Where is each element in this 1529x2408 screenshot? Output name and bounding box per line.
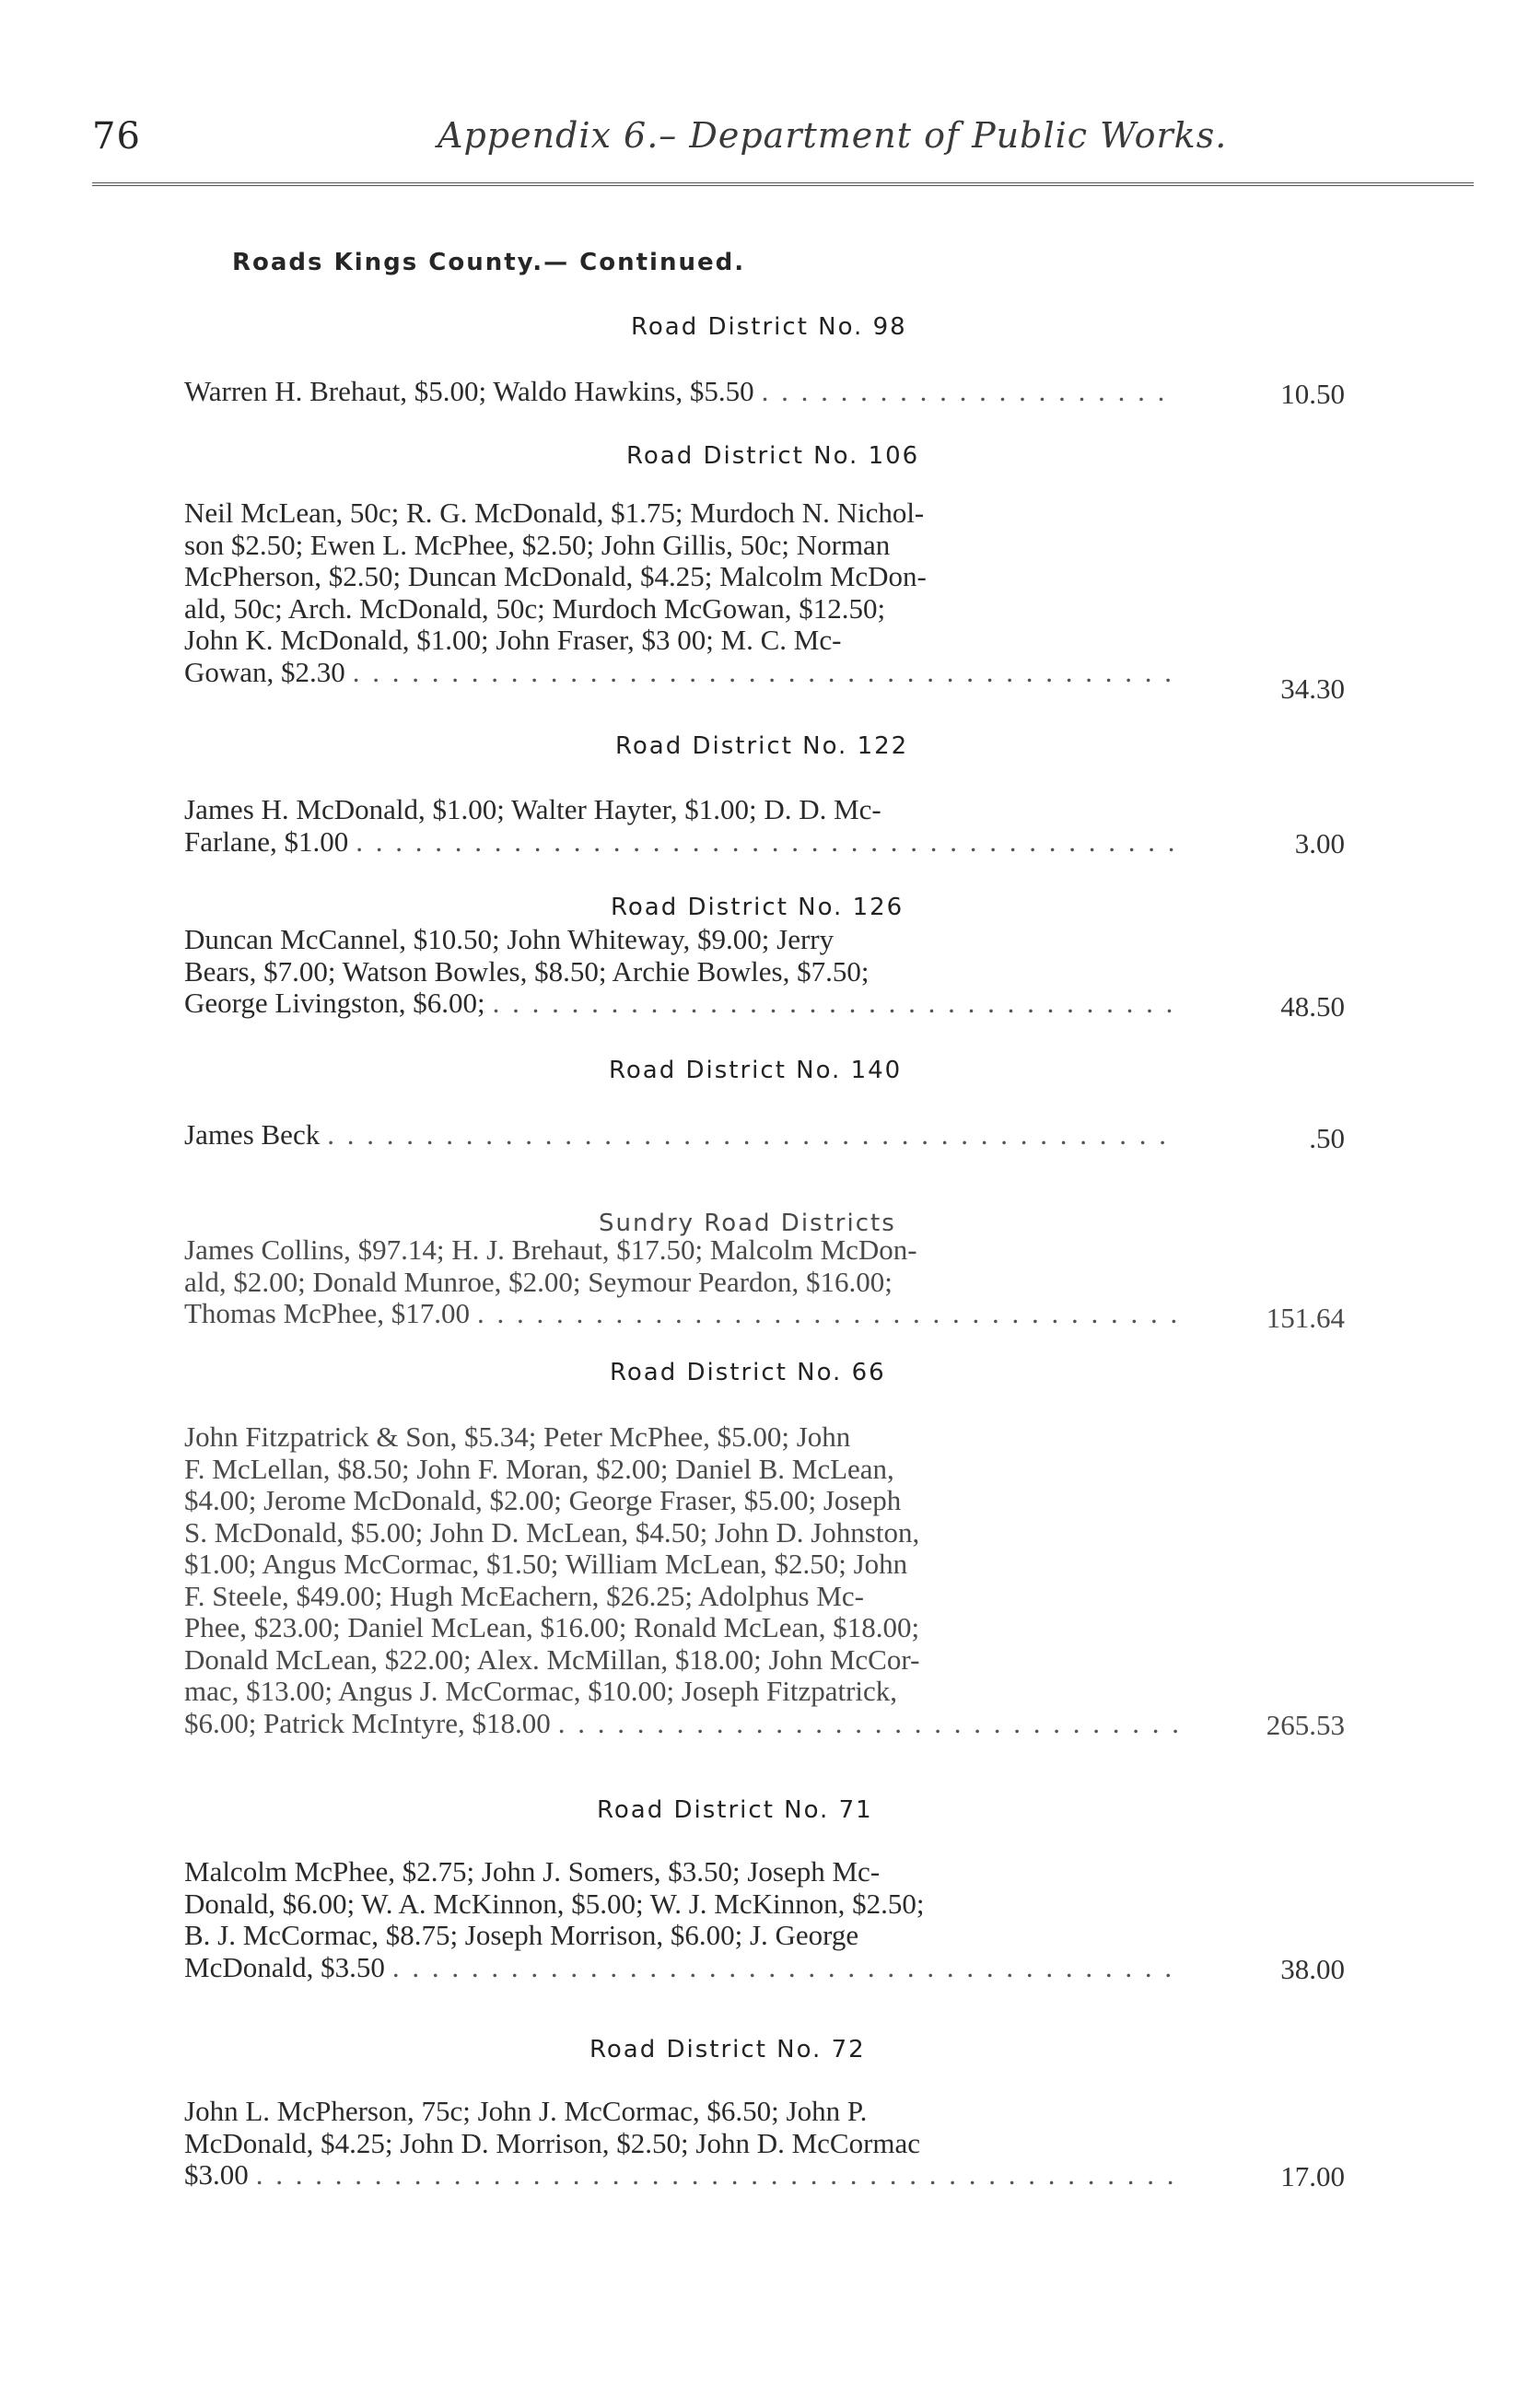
- dot-leader: [356, 826, 1179, 859]
- entry-line: Bears, $7.00; Watson Bowles, $8.50; Archie Bowles, $7.50;: [184, 954, 870, 988]
- district-heading: Sundry Road Districts: [599, 1210, 896, 1237]
- entry-line: George Livingston, $6.00;: [184, 987, 485, 1019]
- district-heading: Road District No. 122: [615, 732, 909, 760]
- entry-line: Thomas McPhee, $17.00: [184, 1297, 470, 1329]
- entry-line: mac, $13.00; Angus J. McCormac, $10.00; Joseph Fitzpatrick,: [184, 1675, 898, 1707]
- dot-leader: [762, 376, 1179, 408]
- entry-line: James Collins, $97.14; H. J. Brehaut, $17.50; Malcolm McDon-: [184, 1233, 917, 1266]
- dot-leader: [392, 1952, 1179, 1984]
- dot-leader: [493, 988, 1179, 1020]
- entry-line: F. McLellan, $8.50; John F. Moran, $2.00; Daniel B. McLean,: [184, 1452, 894, 1485]
- entry-line: Warren H. Brehaut, $5.00; Waldo Hawkins, $5.50: [184, 375, 754, 407]
- district-entry: [184, 2096, 1179, 2192]
- entry-line: McDonald, $3.50: [184, 1950, 385, 1983]
- district-total: 3.00: [1294, 827, 1345, 859]
- entry-line: $4.00; Jerome McDonald, $2.00; George Fraser, $5.00; Joseph: [184, 1484, 902, 1516]
- district-entry: [184, 1856, 1179, 1983]
- dot-leader: [353, 657, 1179, 689]
- entry-line: ald, 50c; Arch. McDonald, 50c; Murdoch McGowan, $12.50;: [184, 591, 886, 625]
- entry-line: S. McDonald, $5.00; John D. McLean, $4.50; John D. Johnston,: [184, 1515, 920, 1549]
- entry-line: B. J. McCormac, $8.75; Joseph Morrison, $6.00; J. George: [184, 1919, 859, 1951]
- district-entry: [184, 1234, 1179, 1330]
- entry-line: Donald, $6.00; W. A. McKinnon, $5.00; W. J. McKinnon, $2.50;: [184, 1887, 925, 1920]
- entry-line: John Fitzpatrick & Son, $5.34; Peter McPhee, $5.00; John: [184, 1420, 851, 1453]
- district-total: 265.53: [1266, 1709, 1345, 1741]
- entry-line: F. Steele, $49.00; Hugh McEachern, $26.25; Adolphus Mc-: [184, 1579, 864, 1612]
- district-heading: Road District No. 126: [611, 894, 905, 921]
- dot-leader: [256, 2159, 1179, 2192]
- entry-line: Neil McLean, 50c; R. G. McDonald, $1.75; Murdoch N. Nichol-: [184, 497, 925, 529]
- district-heading: Road District No. 66: [610, 1359, 886, 1386]
- dot-leader: [558, 1708, 1179, 1740]
- entry-line: James H. McDonald, $1.00; Walter Hayter, $1.00; D. D. Mc-: [184, 793, 881, 825]
- entry-line: John K. McDonald, $1.00; John Fraser, $3 00; M. C. Mc-: [184, 624, 842, 656]
- page-header: [92, 115, 1474, 180]
- district-total: 17.00: [1280, 2160, 1345, 2192]
- page-number: 76: [92, 115, 141, 158]
- header-rule: [92, 182, 1474, 186]
- section-title: Roads Kings County.— Continued.: [232, 249, 746, 276]
- running-title: Appendix 6.– Department of Public Works.: [438, 115, 1228, 156]
- district-entry: [184, 794, 1179, 858]
- district-entry: [184, 924, 1179, 1020]
- dot-leader: [327, 1119, 1179, 1151]
- district-total: .50: [1309, 1122, 1345, 1154]
- entry-line: Phee, $23.00; Daniel McLean, $16.00; Ronald McLean, $18.00;: [184, 1611, 920, 1643]
- entry-line: McDonald, $4.25; John D. Morrison, $2.50; John D. McCormac: [184, 2126, 921, 2159]
- district-total: 38.00: [1280, 1953, 1345, 1985]
- district-entry: [184, 1119, 1179, 1151]
- district-heading: Road District No. 140: [609, 1057, 903, 1084]
- district-heading: Road District No. 71: [597, 1796, 873, 1824]
- entry-line: James Beck: [184, 1118, 321, 1151]
- entry-line: ald, $2.00; Donald Munroe, $2.00; Seymour Peardon, $16.00;: [184, 1265, 893, 1298]
- entry-line: $3.00: [184, 2158, 249, 2191]
- entry-line: John L. McPherson, 75c; John J. McCormac, $6.50; John P.: [184, 2095, 868, 2127]
- district-entry: [184, 376, 1179, 408]
- district-total: 151.64: [1266, 1302, 1345, 1334]
- district-entry: [184, 1421, 1179, 1739]
- district-heading: Road District No. 98: [631, 313, 907, 341]
- entry-line: Duncan McCannel, $10.50; John Whiteway, $9.00; Jerry: [184, 923, 835, 955]
- dot-leader: [477, 1298, 1179, 1330]
- district-total: 34.30: [1280, 672, 1345, 705]
- district-entry: [184, 497, 1179, 688]
- district-total: 10.50: [1280, 378, 1345, 410]
- district-heading: Road District No. 106: [626, 442, 920, 470]
- entry-line: Gowan, $2.30: [184, 655, 345, 688]
- district-total: 48.50: [1280, 990, 1345, 1023]
- entry-line: Malcolm McPhee, $2.75; John J. Somers, $3.50; Joseph Mc-: [184, 1855, 881, 1888]
- district-heading: Road District No. 72: [589, 2036, 866, 2063]
- entry-line: son $2.50; Ewen L. McPhee, $2.50; John Gillis, 50c; Norman: [184, 528, 891, 561]
- entry-line: $1.00; Angus McCormac, $1.50; William McLean, $2.50; John: [184, 1548, 908, 1580]
- entry-line: $6.00; Patrick McIntyre, $18.00: [184, 1706, 551, 1739]
- entry-line: Donald McLean, $22.00; Alex. McMillan, $18.00; John McCor-: [184, 1642, 920, 1676]
- entry-line: Farlane, $1.00: [184, 824, 349, 858]
- entry-line: McPherson, $2.50; Duncan McDonald, $4.25; Malcolm McDon-: [184, 560, 927, 592]
